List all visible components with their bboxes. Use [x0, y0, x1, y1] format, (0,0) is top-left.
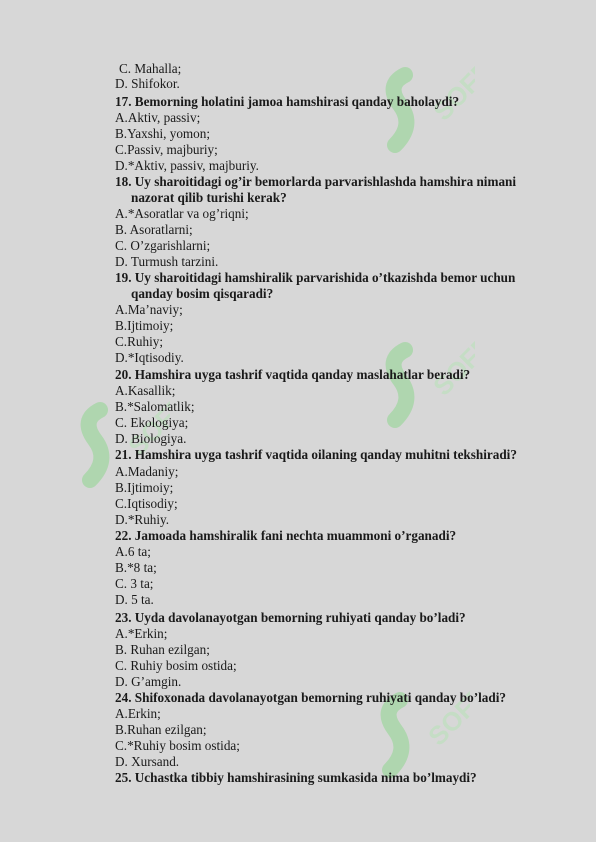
answer-option: A.Aktiv, passiv; [115, 110, 201, 125]
answer-option: B.Yaxshi, yomon; [115, 126, 211, 141]
watermark-text: SOFF [427, 331, 475, 402]
answer-option: C. O’zgarishlarni; [115, 238, 211, 253]
question-text: 18. Uy sharoitidagi og’ir bemorlarda parvarishlashda hamshira nimani [115, 174, 517, 189]
question-text: 20. Hamshira uyga tashrif vaqtida qanday maslahatlar beradi? [115, 367, 471, 382]
answer-option: C. Mahalla; [119, 61, 182, 76]
answer-option: D.*Aktiv, passiv, majburiy. [115, 158, 259, 173]
answer-option: D. G’amgin. [115, 674, 182, 689]
answer-option: D. Turmush tarzini. [115, 254, 219, 269]
answer-option: A.Madaniy; [115, 464, 179, 479]
question-text: 22. Jamoada hamshiralik fani nechta muammoni o’rganadi? [115, 528, 457, 543]
answer-option: A.*Asoratlar va og’riqni; [115, 206, 249, 221]
answer-option: D. Xursand. [115, 754, 180, 769]
answer-option: A.*Erkin; [115, 626, 168, 641]
question-text: 21. Hamshira uyga tashrif vaqtida oilaning qanday muhitni tekshiradi? [115, 447, 517, 462]
answer-option: B.Ijtimoiy; [115, 480, 174, 495]
answer-option: A.Kasallik; [115, 383, 176, 398]
watermark-text: SOFF [122, 391, 170, 462]
question-text: nazorat qilib turishi kerak? [131, 190, 287, 205]
answer-option: D.*Iqtisodiy. [115, 350, 184, 365]
answer-option: C. Ekologiya; [115, 415, 189, 430]
answer-option: D. Biologiya. [115, 431, 187, 446]
answer-option: B.*Salomatlik; [115, 399, 195, 414]
answer-option: C.*Ruhiy bosim ostida; [115, 738, 240, 753]
answer-option: D. Shifokor. [115, 76, 180, 91]
question-text: 24. Shifoxonada davolanayotgan bemorning ruhiyati qanday bo’ladi? [115, 690, 506, 705]
question-text: 19. Uy sharoitidagi hamshiralik parvarishida o’tkazishda bemor uchun [115, 270, 516, 285]
answer-option: D. 5 ta. [115, 592, 154, 607]
answer-option: C.Ruhiy; [115, 334, 163, 349]
answer-option: D.*Ruhiy. [115, 512, 170, 527]
answer-option: A.6 ta; [115, 544, 151, 559]
answer-option: B.Ijtimoiy; [115, 318, 174, 333]
question-text: 17. Bemorning holatini jamoa hamshirasi qanday baholaydi? [115, 94, 460, 109]
answer-option: B. Asoratlarni; [115, 222, 193, 237]
question-text: 23. Uyda davolanayotgan bemorning ruhiyati qanday bo’ladi? [115, 610, 466, 625]
answer-option: A.Ma’naviy; [115, 302, 183, 317]
answer-option: B.*8 ta; [115, 560, 157, 575]
answer-option: B.Ruhan ezilgan; [115, 722, 207, 737]
answer-option: C.Iqtisodiy; [115, 496, 178, 511]
answer-option: C. Ruhiy bosim ostida; [115, 658, 237, 673]
answer-option: A.Erkin; [115, 706, 161, 721]
answer-option: C.Passiv, majburiy; [115, 142, 218, 157]
question-text: 25. Uchastka tibbiy hamshirasining sumkasida nima bo’lmaydi? [115, 770, 477, 785]
question-text: qanday bosim qisqaradi? [131, 286, 274, 301]
watermark-text: SOFF [427, 56, 475, 127]
answer-option: C. 3 ta; [115, 576, 154, 591]
answer-option: B. Ruhan ezilgan; [115, 642, 210, 657]
watermark-text: SOFF [422, 681, 470, 752]
